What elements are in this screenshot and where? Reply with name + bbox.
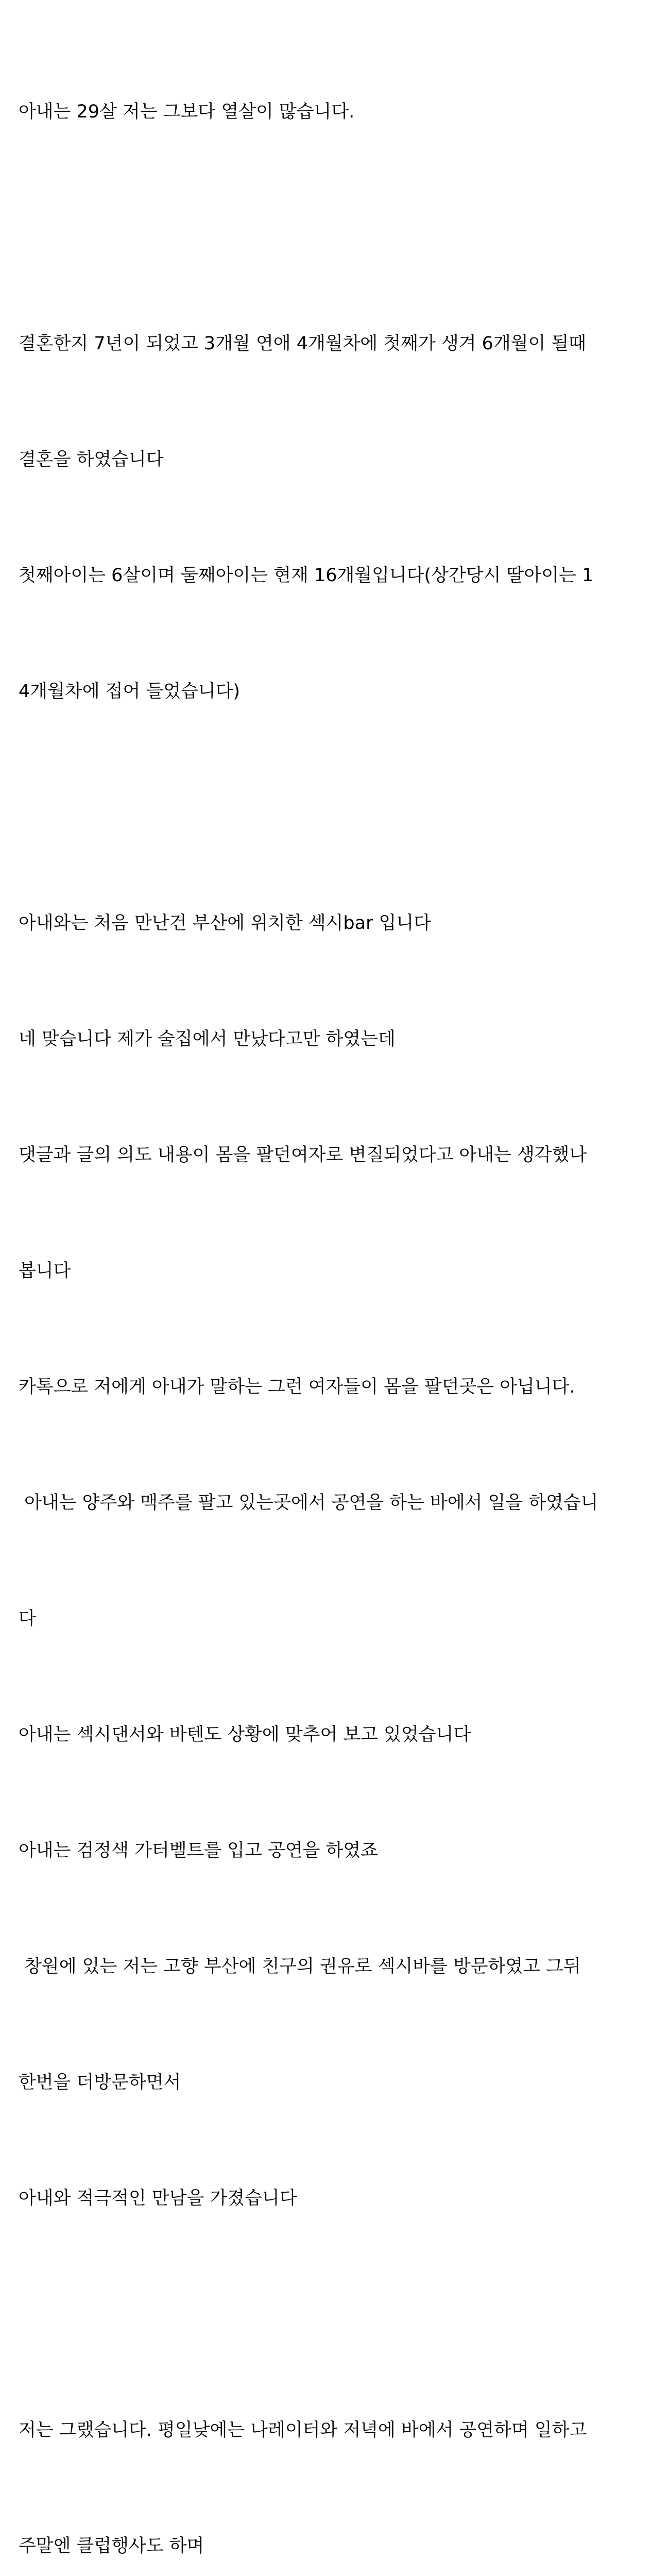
text-line: 4개월차에 접어 들었습니다)	[19, 681, 241, 702]
text-line: 주말엔 클럽행사도 하며	[19, 2536, 204, 2556]
text-line: 카톡으로 저에게 아내가 말하는 그런 여자들이 몸을 팔던곳은 아닙니다.	[19, 1377, 575, 1397]
blank-line	[19, 209, 652, 247]
text-line: 첫째아이는 6살이며 둘째아이는 현재 16개월입니다(상간당시 딸아이는 1	[19, 565, 594, 586]
text-line: 저는 그랬습니다. 평일낮에는 나레이터와 저녁에 바에서 공연하며 일하고	[19, 2420, 587, 2441]
text-line: 아내는 29살 저는 그보다 열살이 많습니다.	[19, 101, 355, 122]
text-line: 아내와 적극적인 만남을 가졌습니다	[19, 2188, 297, 2209]
text-line: 아내와는 처음 만난건 부산에 위치한 섹시bar 입니다	[19, 913, 432, 934]
text-line: 결혼을 하였습니다	[19, 449, 164, 470]
text-line: 댓글과 글의 의도 내용이 몸을 팔던여자로 변질되었다고 아내는 생각했나	[19, 1145, 587, 1165]
blank-line	[19, 788, 652, 827]
text-line: 아내는 검정색 가터벨트를 입고 공연을 하였죠	[19, 1840, 379, 1861]
text-line: 다	[19, 1608, 36, 1629]
text-line: 결혼한지 7년이 되었고 3개월 연애 4개월차에 첫째가 생겨 6개월이 될때	[19, 333, 587, 354]
text-line: 창원에 있는 저는 고향 부산에 친구의 권유로 섹시바를 방문하였고 그뒤	[19, 1956, 581, 1977]
text-line: 봅니다	[19, 1261, 71, 1281]
text-line: 한번을 더방문하면서	[19, 2072, 181, 2093]
text-line: 아내는 양주와 맥주를 팔고 있는곳에서 공연을 하는 바에서 일을 하였습니	[19, 1493, 598, 1513]
text-line: 네 맞습니다 제가 술집에서 만났다고만 하였는데	[19, 1029, 396, 1049]
blank-line	[19, 2295, 652, 2334]
text-line: 아내는 섹시댄서와 바텐도 상황에 맞추어 보고 있었습니다	[19, 1724, 471, 1745]
